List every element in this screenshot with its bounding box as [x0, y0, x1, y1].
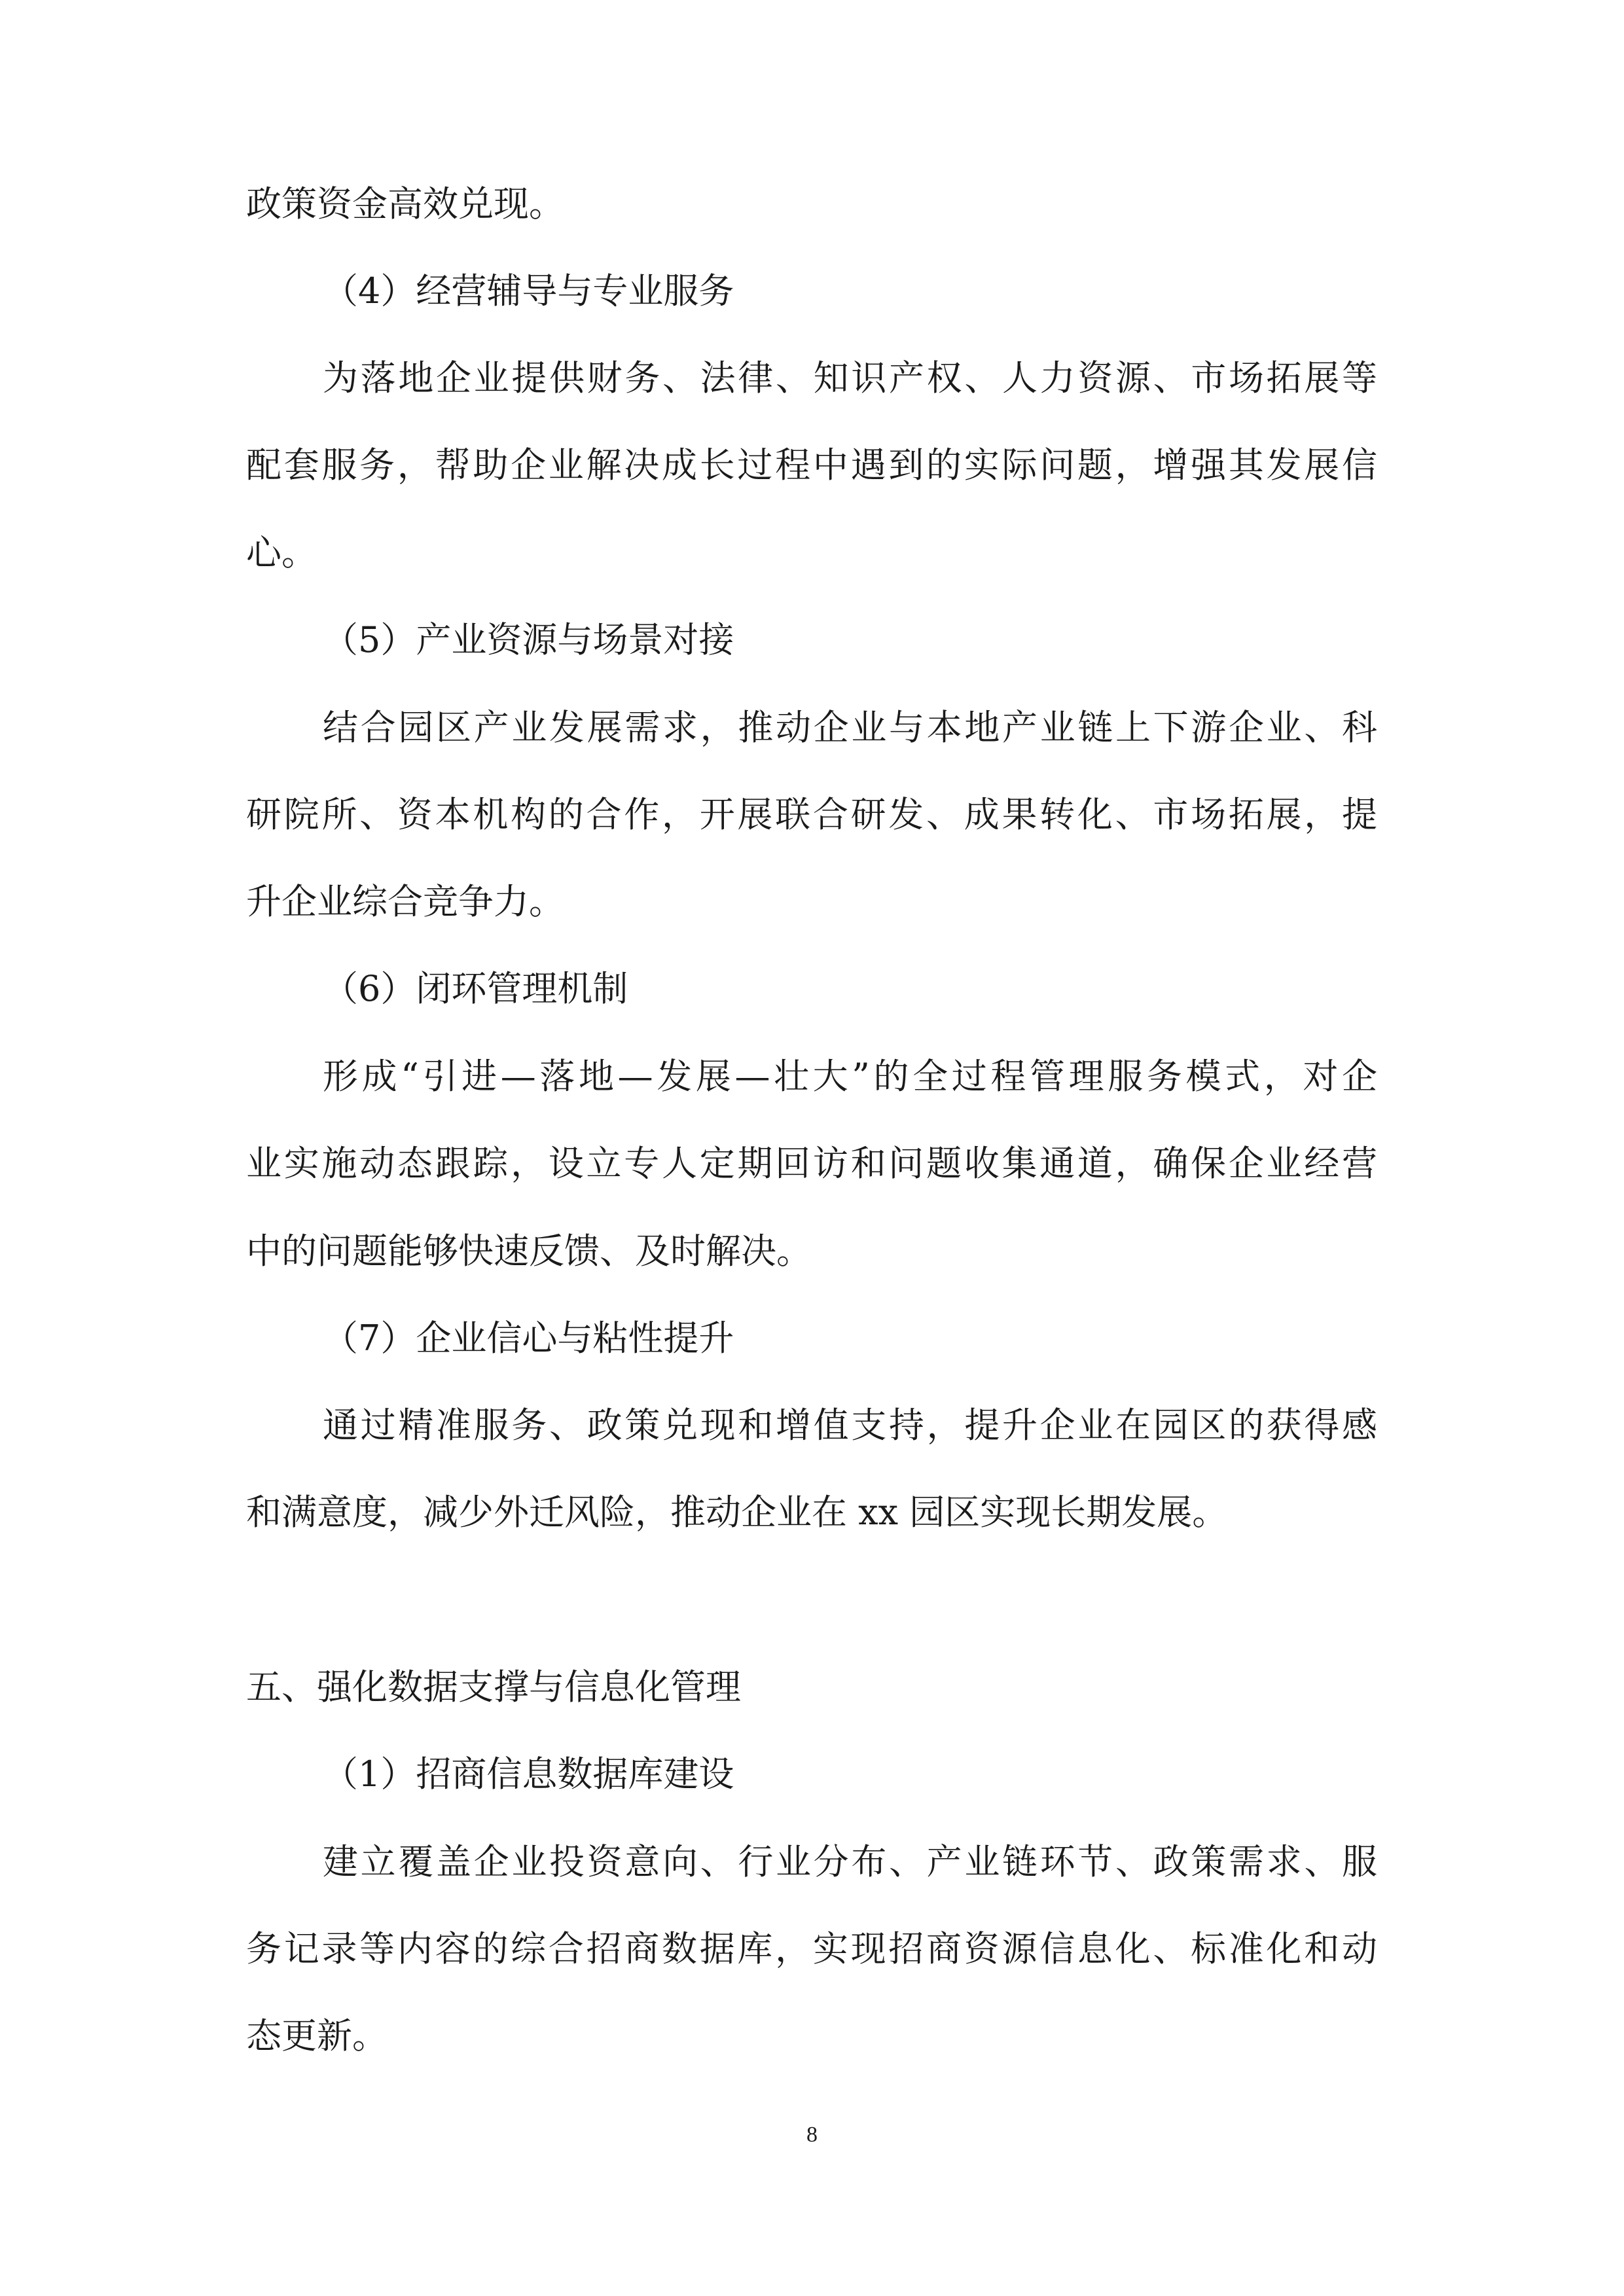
paragraph-line: 为落地企业提供财务、法律、知识产权、人力资源、市场拓展等: [323, 357, 1380, 399]
paragraph-line: 通过精准服务、政策兑现和增值支持，提升企业在园区的获得感: [323, 1405, 1380, 1446]
paragraph-line: 业实施动态跟踪，设立专人定期回访和问题收集通道，确保企业经营: [246, 1143, 1380, 1184]
subheading: （6）闭环管理机制: [323, 968, 628, 1009]
paragraph-line: 心。: [246, 532, 317, 573]
subheading: （1）招商信息数据库建设: [323, 1753, 734, 1795]
paragraph-line: 配套服务，帮助企业解决成长过程中遇到的实际问题，增强其发展信: [246, 444, 1380, 486]
subheading: （7）企业信心与粘性提升: [323, 1318, 734, 1359]
paragraph-line: 中的问题能够快速反馈、及时解决。: [246, 1230, 812, 1272]
paragraph-line: 升企业综合竞争力。: [246, 881, 564, 922]
paragraph-line: 研院所、资本机构的合作，开展联合研发、成果转化、市场拓展，提: [246, 794, 1380, 835]
paragraph-line: 建立覆盖企业投资意向、行业分布、产业链环节、政策需求、服: [323, 1841, 1380, 1882]
paragraph-line: 结合园区产业发展需求，推动企业与本地产业链上下游企业、科: [323, 707, 1380, 748]
page-number: 8: [806, 2123, 818, 2147]
paragraph-line: 和满意度，减少外迁风险，推动企业在 xx 园区实现长期发展。: [246, 1492, 1228, 1533]
paragraph-line: 态更新。: [246, 2015, 388, 2056]
paragraph-line: 形成“引进—落地—发展—壮大”的全过程管理服务模式，对企: [323, 1056, 1381, 1097]
subheading: （4）经营辅导与专业服务: [323, 270, 734, 312]
paragraph-line: 务记录等内容的综合招商数据库，实现招商资源信息化、标准化和动: [246, 1928, 1380, 1969]
subheading: （5）产业资源与场景对接: [323, 619, 734, 660]
paragraph-line: 政策资金高效兑现。: [246, 183, 564, 224]
section-heading: 五、强化数据支撑与信息化管理: [246, 1666, 741, 1708]
